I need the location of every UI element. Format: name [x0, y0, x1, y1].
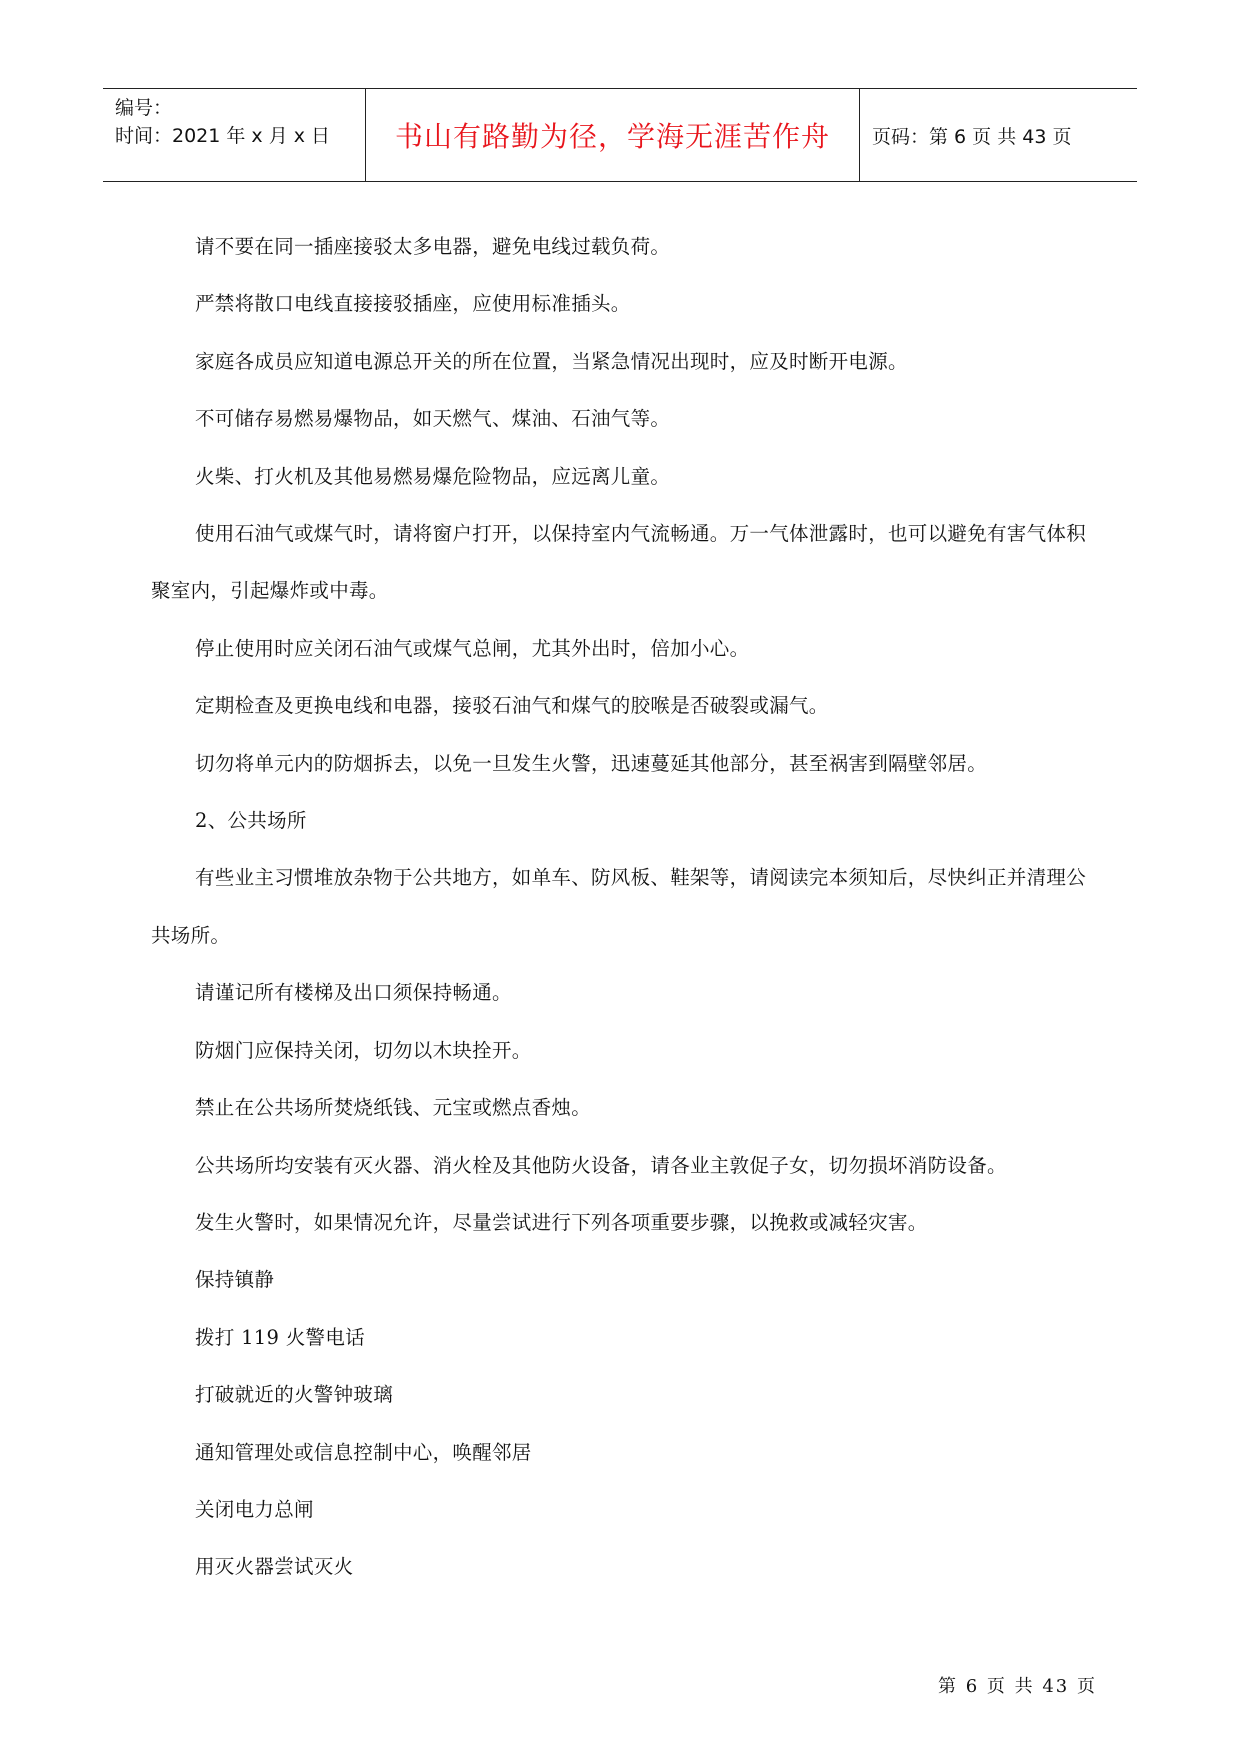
- paragraph: 切勿将单元内的防烟拆去，以免一旦发生火警，迅速蔓延其他部分，甚至祸害到隔壁邻居。: [195, 751, 988, 775]
- page-header: [103, 88, 1137, 182]
- header-motto: 书山有路勤为径，学海无涯苦作舟: [394, 120, 830, 153]
- step-item: 用灭火器尝试灭火: [195, 1555, 354, 1579]
- document-time-label: 时间：2021 年 x 月 x 日: [115, 125, 331, 147]
- paragraph: 使用石油气或煤气时，请将窗户打开，以保持室内气流畅通。万一气体泄露时，也可以避免有害气体积聚室内，引起爆炸或中毒。: [151, 522, 1087, 603]
- paragraph: 火柴、打火机及其他易燃易爆危险物品，应远离儿童。: [195, 464, 671, 488]
- step-item: 拨打 119 火警电话: [195, 1325, 365, 1349]
- paragraph: 防烟门应保持关闭，切勿以木块拴开。: [195, 1038, 532, 1062]
- paragraph: 发生火警时，如果情况允许，尽量尝试进行下列各项重要步骤，以挽救或减轻灾害。: [195, 1210, 928, 1234]
- header-page-info: 页码：第 6 页 共 43 页: [872, 125, 1072, 148]
- section-heading: 2、公共场所: [195, 809, 307, 833]
- paragraph: 停止使用时应关闭石油气或煤气总闸，尤其外出时，倍加小心。: [195, 636, 750, 660]
- step-item: 保持镇静: [195, 1268, 275, 1292]
- page-footer: 第 6 页 共 43 页: [938, 1676, 1097, 1697]
- document-number-label: 编号：: [115, 97, 173, 119]
- paragraph: 有些业主习惯堆放杂物于公共地方，如单车、防风板、鞋架等，请阅读完本须知后，尽快纠正并清理公共场所。: [151, 866, 1087, 947]
- header-motto-cell: [366, 89, 860, 181]
- paragraph: 请不要在同一插座接驳太多电器，避免电线过载负荷。: [195, 235, 671, 258]
- paragraph: 家庭各成员应知道电源总开关的所在位置，当紧急情况出现时，应及时断开电源。: [195, 349, 908, 373]
- paragraph: 公共场所均安装有灭火器、消火栓及其他防火设备，请各业主敦促子女，切勿损坏消防设备。: [195, 1153, 1007, 1177]
- header-page-cell: [860, 89, 1137, 181]
- step-item: 通知管理处或信息控制中心，唤醒邻居: [195, 1440, 532, 1464]
- paragraph: 不可储存易燃易爆物品，如天燃气、煤油、石油气等。: [195, 407, 671, 431]
- step-item: 关闭电力总闸: [195, 1497, 314, 1521]
- paragraph: 请谨记所有楼梯及出口须保持畅通。: [195, 981, 512, 1005]
- document-body: [151, 218, 1091, 1596]
- paragraph: 禁止在公共场所焚烧纸钱、元宝或燃点香烛。: [195, 1096, 592, 1120]
- paragraph: 严禁将散口电线直接接驳插座，应使用标准插头。: [195, 292, 631, 316]
- step-item: 打破就近的火警钟玻璃: [195, 1383, 394, 1407]
- header-meta-cell: [103, 89, 366, 181]
- paragraph: 定期检查及更换电线和电器，接驳石油气和煤气的胶喉是否破裂或漏气。: [195, 694, 829, 718]
